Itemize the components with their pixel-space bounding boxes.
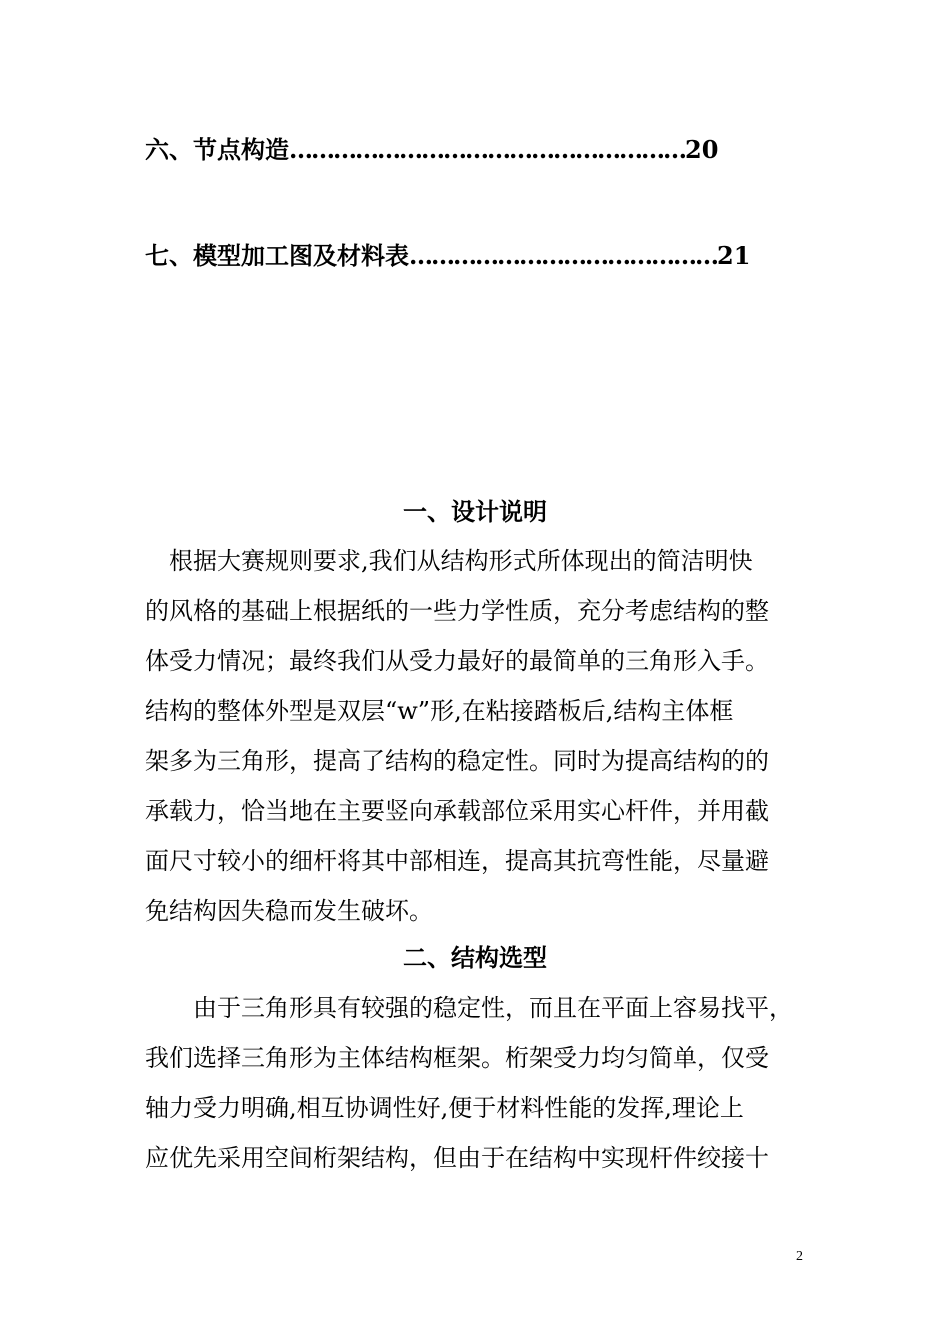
paragraph-line: 轴力受力明确,相互协调性好,便于材料性能的发挥,理论上 <box>145 1094 744 1122</box>
page-number: 2 <box>796 1249 803 1264</box>
toc-leader-dots: ……………………………………………… <box>289 135 685 164</box>
paragraph-line: 架多为三角形，提高了结构的稳定性。同时为提高结构的的 <box>145 747 769 775</box>
toc-title: 七、模型加工图及材料表 <box>145 241 409 270</box>
paragraph-line: 免结构因失稳而发生破坏。 <box>145 897 433 925</box>
paragraph-line: 根据大赛规则要求,我们从结构形式所体现出的简洁明快 <box>145 547 753 575</box>
toc-title: 六、节点构造 <box>145 135 289 164</box>
toc-entry-model-drawings <box>145 241 751 270</box>
paragraph-line: 我们选择三角形为主体结构框架。桁架受力均匀简单，仅受 <box>145 1044 769 1072</box>
paragraph-line: 由于三角形具有较强的稳定性，而且在平面上容易找平， <box>145 994 793 1022</box>
toc-leader-dots: …………………………………… <box>409 241 717 270</box>
paragraph-line: 应优先采用空间桁架结构，但由于在结构中实现杆件绞接十 <box>145 1144 769 1172</box>
section-heading-structure-selection: 二、结构选型 <box>403 943 547 972</box>
toc-entry-node-construction <box>145 135 719 164</box>
toc-page-number: 21 <box>717 241 751 270</box>
toc-page-number: 20 <box>685 135 719 164</box>
structure-selection-paragraph <box>145 983 810 1183</box>
paragraph-line: 结构的整体外型是双层“w”形,在粘接踏板后,结构主体框 <box>145 697 734 725</box>
design-description-paragraph <box>145 536 810 936</box>
paragraph-line: 的风格的基础上根据纸的一些力学性质，充分考虑结构的整 <box>145 597 769 625</box>
paragraph-line: 承载力，恰当地在主要竖向承载部位采用实心杆件，并用截 <box>145 797 769 825</box>
paragraph-line: 面尺寸较小的细杆将其中部相连，提高其抗弯性能，尽量避 <box>145 847 769 875</box>
section-heading-design-description: 一、设计说明 <box>403 497 547 526</box>
paragraph-line: 体受力情况；最终我们从受力最好的最简单的三角形入手。 <box>145 647 769 675</box>
